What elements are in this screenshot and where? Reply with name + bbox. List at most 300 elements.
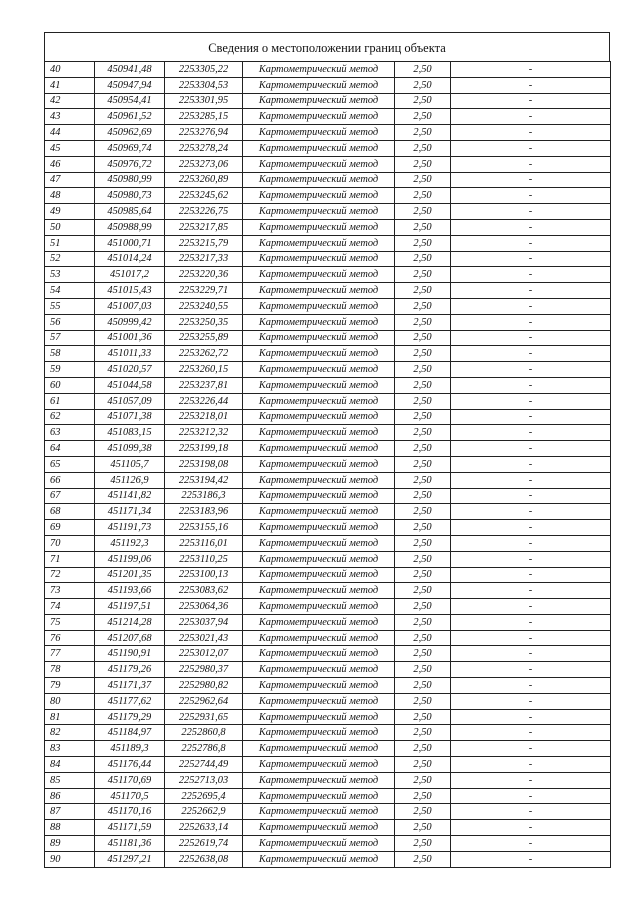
x-coordinate-cell: 451171,34: [95, 504, 165, 520]
y-coordinate-cell: 2252980,82: [165, 678, 243, 694]
method-cell: Картометрический метод: [243, 472, 395, 488]
accuracy-cell: 2,50: [395, 820, 451, 836]
accuracy-cell: 2,50: [395, 251, 451, 267]
point-number-cell: 85: [45, 772, 95, 788]
x-coordinate-cell: 451171,37: [95, 678, 165, 694]
point-number-cell: 69: [45, 520, 95, 536]
point-number-cell: 73: [45, 583, 95, 599]
x-coordinate-cell: 451000,71: [95, 235, 165, 251]
y-coordinate-cell: 2252662,9: [165, 804, 243, 820]
y-coordinate-cell: 2253212,32: [165, 425, 243, 441]
accuracy-cell: 2,50: [395, 314, 451, 330]
y-coordinate-cell: 2253273,06: [165, 156, 243, 172]
table-row: [45, 219, 611, 235]
y-coordinate-cell: 2253155,16: [165, 520, 243, 536]
y-coordinate-cell: 2252619,74: [165, 836, 243, 852]
y-coordinate-cell: 2253186,3: [165, 488, 243, 504]
method-cell: Картометрический метод: [243, 551, 395, 567]
accuracy-cell: 2,50: [395, 362, 451, 378]
method-cell: Картометрический метод: [243, 456, 395, 472]
x-coordinate-cell: 451017,2: [95, 267, 165, 283]
accuracy-cell: 2,50: [395, 172, 451, 188]
y-coordinate-cell: 2252931,65: [165, 709, 243, 725]
description-cell: -: [451, 314, 611, 330]
x-coordinate-cell: 451057,09: [95, 393, 165, 409]
y-coordinate-cell: 2252638,08: [165, 851, 243, 867]
accuracy-cell: 2,50: [395, 109, 451, 125]
table-row: [45, 614, 611, 630]
description-cell: -: [451, 804, 611, 820]
method-cell: Картометрический метод: [243, 630, 395, 646]
y-coordinate-cell: 2252962,64: [165, 693, 243, 709]
description-cell: -: [451, 504, 611, 520]
y-coordinate-cell: 2253260,89: [165, 172, 243, 188]
description-cell: -: [451, 393, 611, 409]
accuracy-cell: 2,50: [395, 393, 451, 409]
x-coordinate-cell: 451191,73: [95, 520, 165, 536]
point-number-cell: 62: [45, 409, 95, 425]
y-coordinate-cell: 2253237,81: [165, 377, 243, 393]
description-cell: -: [451, 219, 611, 235]
description-cell: -: [451, 646, 611, 662]
x-coordinate-cell: 451011,33: [95, 346, 165, 362]
y-coordinate-cell: 2253305,22: [165, 62, 243, 78]
point-number-cell: 74: [45, 599, 95, 615]
method-cell: Картометрический метод: [243, 188, 395, 204]
y-coordinate-cell: 2253240,55: [165, 298, 243, 314]
x-coordinate-cell: 451171,59: [95, 820, 165, 836]
point-number-cell: 47: [45, 172, 95, 188]
point-number-cell: 78: [45, 662, 95, 678]
x-coordinate-cell: 451176,44: [95, 757, 165, 773]
x-coordinate-cell: 451015,43: [95, 283, 165, 299]
x-coordinate-cell: 451189,3: [95, 741, 165, 757]
point-number-cell: 52: [45, 251, 95, 267]
point-number-cell: 67: [45, 488, 95, 504]
method-cell: Картометрический метод: [243, 741, 395, 757]
method-cell: Картометрический метод: [243, 109, 395, 125]
point-number-cell: 83: [45, 741, 95, 757]
x-coordinate-cell: 451105,7: [95, 456, 165, 472]
y-coordinate-cell: 2253199,18: [165, 441, 243, 457]
point-number-cell: 79: [45, 678, 95, 694]
method-cell: Картометрический метод: [243, 219, 395, 235]
accuracy-cell: 2,50: [395, 836, 451, 852]
point-number-cell: 44: [45, 125, 95, 141]
table-row: [45, 346, 611, 362]
point-number-cell: 57: [45, 330, 95, 346]
y-coordinate-cell: 2253276,94: [165, 125, 243, 141]
method-cell: Картометрический метод: [243, 804, 395, 820]
method-cell: Картометрический метод: [243, 377, 395, 393]
point-number-cell: 63: [45, 425, 95, 441]
table-row: [45, 520, 611, 536]
method-cell: Картометрический метод: [243, 851, 395, 867]
table-row: [45, 267, 611, 283]
x-coordinate-cell: 451083,15: [95, 425, 165, 441]
accuracy-cell: 2,50: [395, 551, 451, 567]
table-row: [45, 456, 611, 472]
method-cell: Картометрический метод: [243, 62, 395, 78]
x-coordinate-cell: 450988,99: [95, 219, 165, 235]
boundary-points-table: [44, 61, 611, 868]
method-cell: Картометрический метод: [243, 678, 395, 694]
y-coordinate-cell: 2253285,15: [165, 109, 243, 125]
method-cell: Картометрический метод: [243, 567, 395, 583]
table-row: [45, 472, 611, 488]
method-cell: Картометрический метод: [243, 520, 395, 536]
point-number-cell: 76: [45, 630, 95, 646]
y-coordinate-cell: 2253021,43: [165, 630, 243, 646]
description-cell: -: [451, 330, 611, 346]
point-number-cell: 42: [45, 93, 95, 109]
y-coordinate-cell: 2252633,14: [165, 820, 243, 836]
description-cell: -: [451, 836, 611, 852]
y-coordinate-cell: 2253220,36: [165, 267, 243, 283]
x-coordinate-cell: 451177,62: [95, 693, 165, 709]
y-coordinate-cell: 2252860,8: [165, 725, 243, 741]
accuracy-cell: 2,50: [395, 709, 451, 725]
table-row: [45, 725, 611, 741]
x-coordinate-cell: 451190,91: [95, 646, 165, 662]
y-coordinate-cell: 2253226,44: [165, 393, 243, 409]
table-row: [45, 235, 611, 251]
y-coordinate-cell: 2252980,37: [165, 662, 243, 678]
point-number-cell: 87: [45, 804, 95, 820]
table-row: [45, 757, 611, 773]
description-cell: -: [451, 409, 611, 425]
description-cell: -: [451, 156, 611, 172]
accuracy-cell: 2,50: [395, 851, 451, 867]
table-row: [45, 362, 611, 378]
point-number-cell: 86: [45, 788, 95, 804]
y-coordinate-cell: 2253304,53: [165, 77, 243, 93]
point-number-cell: 41: [45, 77, 95, 93]
method-cell: Картометрический метод: [243, 788, 395, 804]
method-cell: Картометрический метод: [243, 125, 395, 141]
point-number-cell: 70: [45, 535, 95, 551]
document-page: [44, 32, 610, 868]
y-coordinate-cell: 2253245,62: [165, 188, 243, 204]
accuracy-cell: 2,50: [395, 599, 451, 615]
x-coordinate-cell: 450962,69: [95, 125, 165, 141]
method-cell: Картометрический метод: [243, 172, 395, 188]
method-cell: Картометрический метод: [243, 298, 395, 314]
point-number-cell: 81: [45, 709, 95, 725]
accuracy-cell: 2,50: [395, 93, 451, 109]
accuracy-cell: 2,50: [395, 567, 451, 583]
accuracy-cell: 2,50: [395, 219, 451, 235]
table-row: [45, 535, 611, 551]
x-coordinate-cell: 450947,94: [95, 77, 165, 93]
table-row: [45, 283, 611, 299]
point-number-cell: 82: [45, 725, 95, 741]
table-row: [45, 172, 611, 188]
accuracy-cell: 2,50: [395, 267, 451, 283]
description-cell: -: [451, 298, 611, 314]
x-coordinate-cell: 450976,72: [95, 156, 165, 172]
description-cell: -: [451, 488, 611, 504]
x-coordinate-cell: 451141,82: [95, 488, 165, 504]
method-cell: Картометрический метод: [243, 504, 395, 520]
y-coordinate-cell: 2252786,8: [165, 741, 243, 757]
description-cell: -: [451, 535, 611, 551]
description-cell: -: [451, 62, 611, 78]
point-number-cell: 60: [45, 377, 95, 393]
method-cell: Картометрический метод: [243, 235, 395, 251]
y-coordinate-cell: 2253183,96: [165, 504, 243, 520]
description-cell: -: [451, 251, 611, 267]
accuracy-cell: 2,50: [395, 662, 451, 678]
x-coordinate-cell: 451181,36: [95, 836, 165, 852]
accuracy-cell: 2,50: [395, 646, 451, 662]
y-coordinate-cell: 2253218,01: [165, 409, 243, 425]
table-row: [45, 93, 611, 109]
table-row: [45, 820, 611, 836]
description-cell: -: [451, 551, 611, 567]
accuracy-cell: 2,50: [395, 330, 451, 346]
accuracy-cell: 2,50: [395, 693, 451, 709]
y-coordinate-cell: 2253217,85: [165, 219, 243, 235]
x-coordinate-cell: 451193,66: [95, 583, 165, 599]
method-cell: Картометрический метод: [243, 314, 395, 330]
accuracy-cell: 2,50: [395, 772, 451, 788]
accuracy-cell: 2,50: [395, 425, 451, 441]
point-number-cell: 71: [45, 551, 95, 567]
table-row: [45, 377, 611, 393]
accuracy-cell: 2,50: [395, 156, 451, 172]
y-coordinate-cell: 2253229,71: [165, 283, 243, 299]
y-coordinate-cell: 2253198,08: [165, 456, 243, 472]
x-coordinate-cell: 451014,24: [95, 251, 165, 267]
x-coordinate-cell: 451170,5: [95, 788, 165, 804]
accuracy-cell: 2,50: [395, 409, 451, 425]
description-cell: -: [451, 93, 611, 109]
table-row: [45, 583, 611, 599]
accuracy-cell: 2,50: [395, 472, 451, 488]
y-coordinate-cell: 2253194,42: [165, 472, 243, 488]
x-coordinate-cell: 451201,35: [95, 567, 165, 583]
description-cell: -: [451, 662, 611, 678]
point-number-cell: 66: [45, 472, 95, 488]
y-coordinate-cell: 2253037,94: [165, 614, 243, 630]
accuracy-cell: 2,50: [395, 140, 451, 156]
description-cell: -: [451, 520, 611, 536]
point-number-cell: 50: [45, 219, 95, 235]
description-cell: -: [451, 235, 611, 251]
description-cell: -: [451, 693, 611, 709]
method-cell: Картометрический метод: [243, 709, 395, 725]
description-cell: -: [451, 614, 611, 630]
method-cell: Картометрический метод: [243, 204, 395, 220]
table-row: [45, 409, 611, 425]
accuracy-cell: 2,50: [395, 630, 451, 646]
point-number-cell: 80: [45, 693, 95, 709]
x-coordinate-cell: 451179,29: [95, 709, 165, 725]
point-number-cell: 75: [45, 614, 95, 630]
x-coordinate-cell: 450980,73: [95, 188, 165, 204]
point-number-cell: 40: [45, 62, 95, 78]
accuracy-cell: 2,50: [395, 614, 451, 630]
point-number-cell: 45: [45, 140, 95, 156]
table-row: [45, 441, 611, 457]
x-coordinate-cell: 451214,28: [95, 614, 165, 630]
x-coordinate-cell: 451170,16: [95, 804, 165, 820]
point-number-cell: 55: [45, 298, 95, 314]
method-cell: Картометрический метод: [243, 693, 395, 709]
x-coordinate-cell: 451001,36: [95, 330, 165, 346]
table-row: [45, 77, 611, 93]
point-number-cell: 46: [45, 156, 95, 172]
accuracy-cell: 2,50: [395, 235, 451, 251]
table-row: [45, 788, 611, 804]
accuracy-cell: 2,50: [395, 678, 451, 694]
x-coordinate-cell: 450941,48: [95, 62, 165, 78]
y-coordinate-cell: 2253100,13: [165, 567, 243, 583]
method-cell: Картометрический метод: [243, 820, 395, 836]
accuracy-cell: 2,50: [395, 283, 451, 299]
x-coordinate-cell: 451126,9: [95, 472, 165, 488]
point-number-cell: 59: [45, 362, 95, 378]
x-coordinate-cell: 451297,21: [95, 851, 165, 867]
method-cell: Картометрический метод: [243, 488, 395, 504]
table-row: [45, 836, 611, 852]
point-number-cell: 53: [45, 267, 95, 283]
description-cell: -: [451, 77, 611, 93]
point-number-cell: 51: [45, 235, 95, 251]
x-coordinate-cell: 451184,97: [95, 725, 165, 741]
y-coordinate-cell: 2253255,89: [165, 330, 243, 346]
description-cell: -: [451, 125, 611, 141]
y-coordinate-cell: 2253262,72: [165, 346, 243, 362]
table-row: [45, 125, 611, 141]
method-cell: Картометрический метод: [243, 614, 395, 630]
accuracy-cell: 2,50: [395, 583, 451, 599]
description-cell: -: [451, 820, 611, 836]
point-number-cell: 56: [45, 314, 95, 330]
table-row: [45, 488, 611, 504]
table-row: [45, 156, 611, 172]
point-number-cell: 77: [45, 646, 95, 662]
method-cell: Картометрический метод: [243, 599, 395, 615]
y-coordinate-cell: 2253215,79: [165, 235, 243, 251]
method-cell: Картометрический метод: [243, 441, 395, 457]
x-coordinate-cell: 450961,52: [95, 109, 165, 125]
table-row: [45, 851, 611, 867]
method-cell: Картометрический метод: [243, 330, 395, 346]
method-cell: Картометрический метод: [243, 646, 395, 662]
table-row: [45, 188, 611, 204]
description-cell: -: [451, 188, 611, 204]
point-number-cell: 49: [45, 204, 95, 220]
method-cell: Картометрический метод: [243, 93, 395, 109]
y-coordinate-cell: 2253260,15: [165, 362, 243, 378]
description-cell: -: [451, 441, 611, 457]
description-cell: -: [451, 567, 611, 583]
accuracy-cell: 2,50: [395, 77, 451, 93]
x-coordinate-cell: 451170,69: [95, 772, 165, 788]
y-coordinate-cell: 2253278,24: [165, 140, 243, 156]
method-cell: Картометрический метод: [243, 725, 395, 741]
table-row: [45, 567, 611, 583]
table-row: [45, 393, 611, 409]
table-row: [45, 425, 611, 441]
table-row: [45, 298, 611, 314]
description-cell: -: [451, 583, 611, 599]
point-number-cell: 48: [45, 188, 95, 204]
table-row: [45, 804, 611, 820]
table-row: [45, 741, 611, 757]
accuracy-cell: 2,50: [395, 741, 451, 757]
description-cell: -: [451, 772, 611, 788]
x-coordinate-cell: 451007,03: [95, 298, 165, 314]
method-cell: Картометрический метод: [243, 393, 395, 409]
description-cell: -: [451, 172, 611, 188]
y-coordinate-cell: 2253301,95: [165, 93, 243, 109]
method-cell: Картометрический метод: [243, 583, 395, 599]
x-coordinate-cell: 451044,58: [95, 377, 165, 393]
description-cell: -: [451, 204, 611, 220]
accuracy-cell: 2,50: [395, 204, 451, 220]
method-cell: Картометрический метод: [243, 156, 395, 172]
description-cell: -: [451, 472, 611, 488]
accuracy-cell: 2,50: [395, 725, 451, 741]
y-coordinate-cell: 2253226,75: [165, 204, 243, 220]
accuracy-cell: 2,50: [395, 535, 451, 551]
y-coordinate-cell: 2252695,4: [165, 788, 243, 804]
table-row: [45, 314, 611, 330]
method-cell: Картометрический метод: [243, 836, 395, 852]
description-cell: -: [451, 456, 611, 472]
method-cell: Картометрический метод: [243, 662, 395, 678]
table-row: [45, 251, 611, 267]
table-row: [45, 693, 611, 709]
table-row: [45, 504, 611, 520]
description-cell: -: [451, 788, 611, 804]
y-coordinate-cell: 2253116,01: [165, 535, 243, 551]
table-row: [45, 551, 611, 567]
point-number-cell: 72: [45, 567, 95, 583]
description-cell: -: [451, 425, 611, 441]
table-row: [45, 330, 611, 346]
accuracy-cell: 2,50: [395, 757, 451, 773]
method-cell: Картометрический метод: [243, 362, 395, 378]
point-number-cell: 88: [45, 820, 95, 836]
accuracy-cell: 2,50: [395, 298, 451, 314]
description-cell: -: [451, 140, 611, 156]
point-number-cell: 43: [45, 109, 95, 125]
accuracy-cell: 2,50: [395, 520, 451, 536]
table-row: [45, 709, 611, 725]
point-number-cell: 84: [45, 757, 95, 773]
accuracy-cell: 2,50: [395, 504, 451, 520]
y-coordinate-cell: 2253064,36: [165, 599, 243, 615]
description-cell: -: [451, 741, 611, 757]
description-cell: -: [451, 267, 611, 283]
table-row: [45, 140, 611, 156]
table-row: [45, 62, 611, 78]
accuracy-cell: 2,50: [395, 62, 451, 78]
description-cell: -: [451, 709, 611, 725]
x-coordinate-cell: 450969,74: [95, 140, 165, 156]
point-number-cell: 64: [45, 441, 95, 457]
description-cell: -: [451, 757, 611, 773]
method-cell: Картометрический метод: [243, 772, 395, 788]
method-cell: Картометрический метод: [243, 251, 395, 267]
description-cell: -: [451, 283, 611, 299]
description-cell: -: [451, 599, 611, 615]
y-coordinate-cell: 2253250,35: [165, 314, 243, 330]
